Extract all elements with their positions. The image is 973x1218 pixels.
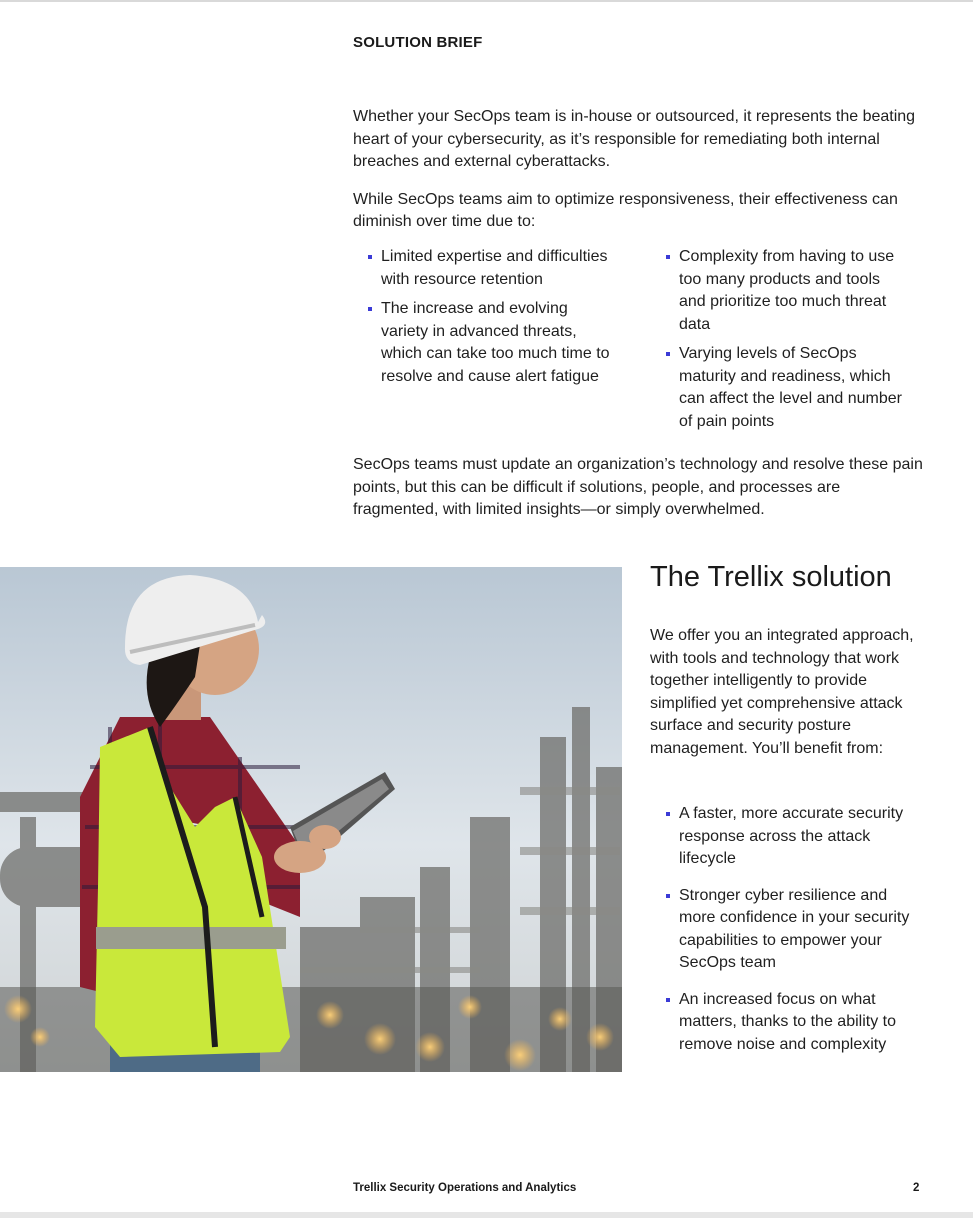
benefit-item: A faster, more accurate security response across the attack lifecycle bbox=[651, 803, 916, 871]
document-label: SOLUTION BRIEF bbox=[353, 34, 483, 51]
engineer-photo bbox=[0, 567, 622, 1072]
benefit-item: Stronger cyber resilience and more confidence in your security capabilities to empower your SecOps team bbox=[651, 885, 916, 975]
intro-paragraph-2: While SecOps teams aim to optimize responsiveness, their effectiveness can diminish over time due to: bbox=[353, 190, 898, 230]
page-top-border bbox=[0, 0, 973, 2]
benefit-item: An increased focus on what matters, thanks to the ability to remove noise and complexity bbox=[651, 989, 916, 1057]
outro-paragraph: SecOps teams must update an organization’s technology and resolve these pain points, but this can be difficult if solutions, people, and processes are fragmented, with limited insights—or simply overwhelmed. bbox=[353, 456, 923, 518]
intro-section bbox=[353, 106, 928, 249]
benefits-list bbox=[651, 803, 916, 1070]
solution-title: The Trellix solution bbox=[650, 561, 892, 593]
challenges-list-right bbox=[651, 246, 911, 440]
solution-body: We offer you an integrated approach, with tools and technology that work together intelligently to provide simplified yet comprehensive attack surface and security posture management. You’ll benefit from: bbox=[650, 627, 914, 757]
challenge-item: Varying levels of SecOps maturity and readiness, which can affect the level and number of pain points bbox=[651, 343, 911, 433]
page-bottom-border bbox=[0, 1212, 973, 1218]
intro-paragraph-1: Whether your SecOps team is in-house or outsourced, it represents the beating heart of your cybersecurity, as it’s responsible for remediating both internal breaches and external cyberattacks. bbox=[353, 108, 916, 170]
challenge-item: The increase and evolving variety in advanced threats, which can take too much time to resolve and cause alert fatigue bbox=[353, 298, 613, 388]
footer-document-title: Trellix Security Operations and Analytics bbox=[353, 1182, 577, 1194]
challenge-item: Limited expertise and difficulties with resource retention bbox=[353, 246, 613, 291]
page-number: 2 bbox=[913, 1182, 920, 1194]
challenge-item: Complexity from having to use too many products and tools and prioritize too much threat data bbox=[651, 246, 911, 336]
challenges-list-left bbox=[353, 246, 613, 395]
